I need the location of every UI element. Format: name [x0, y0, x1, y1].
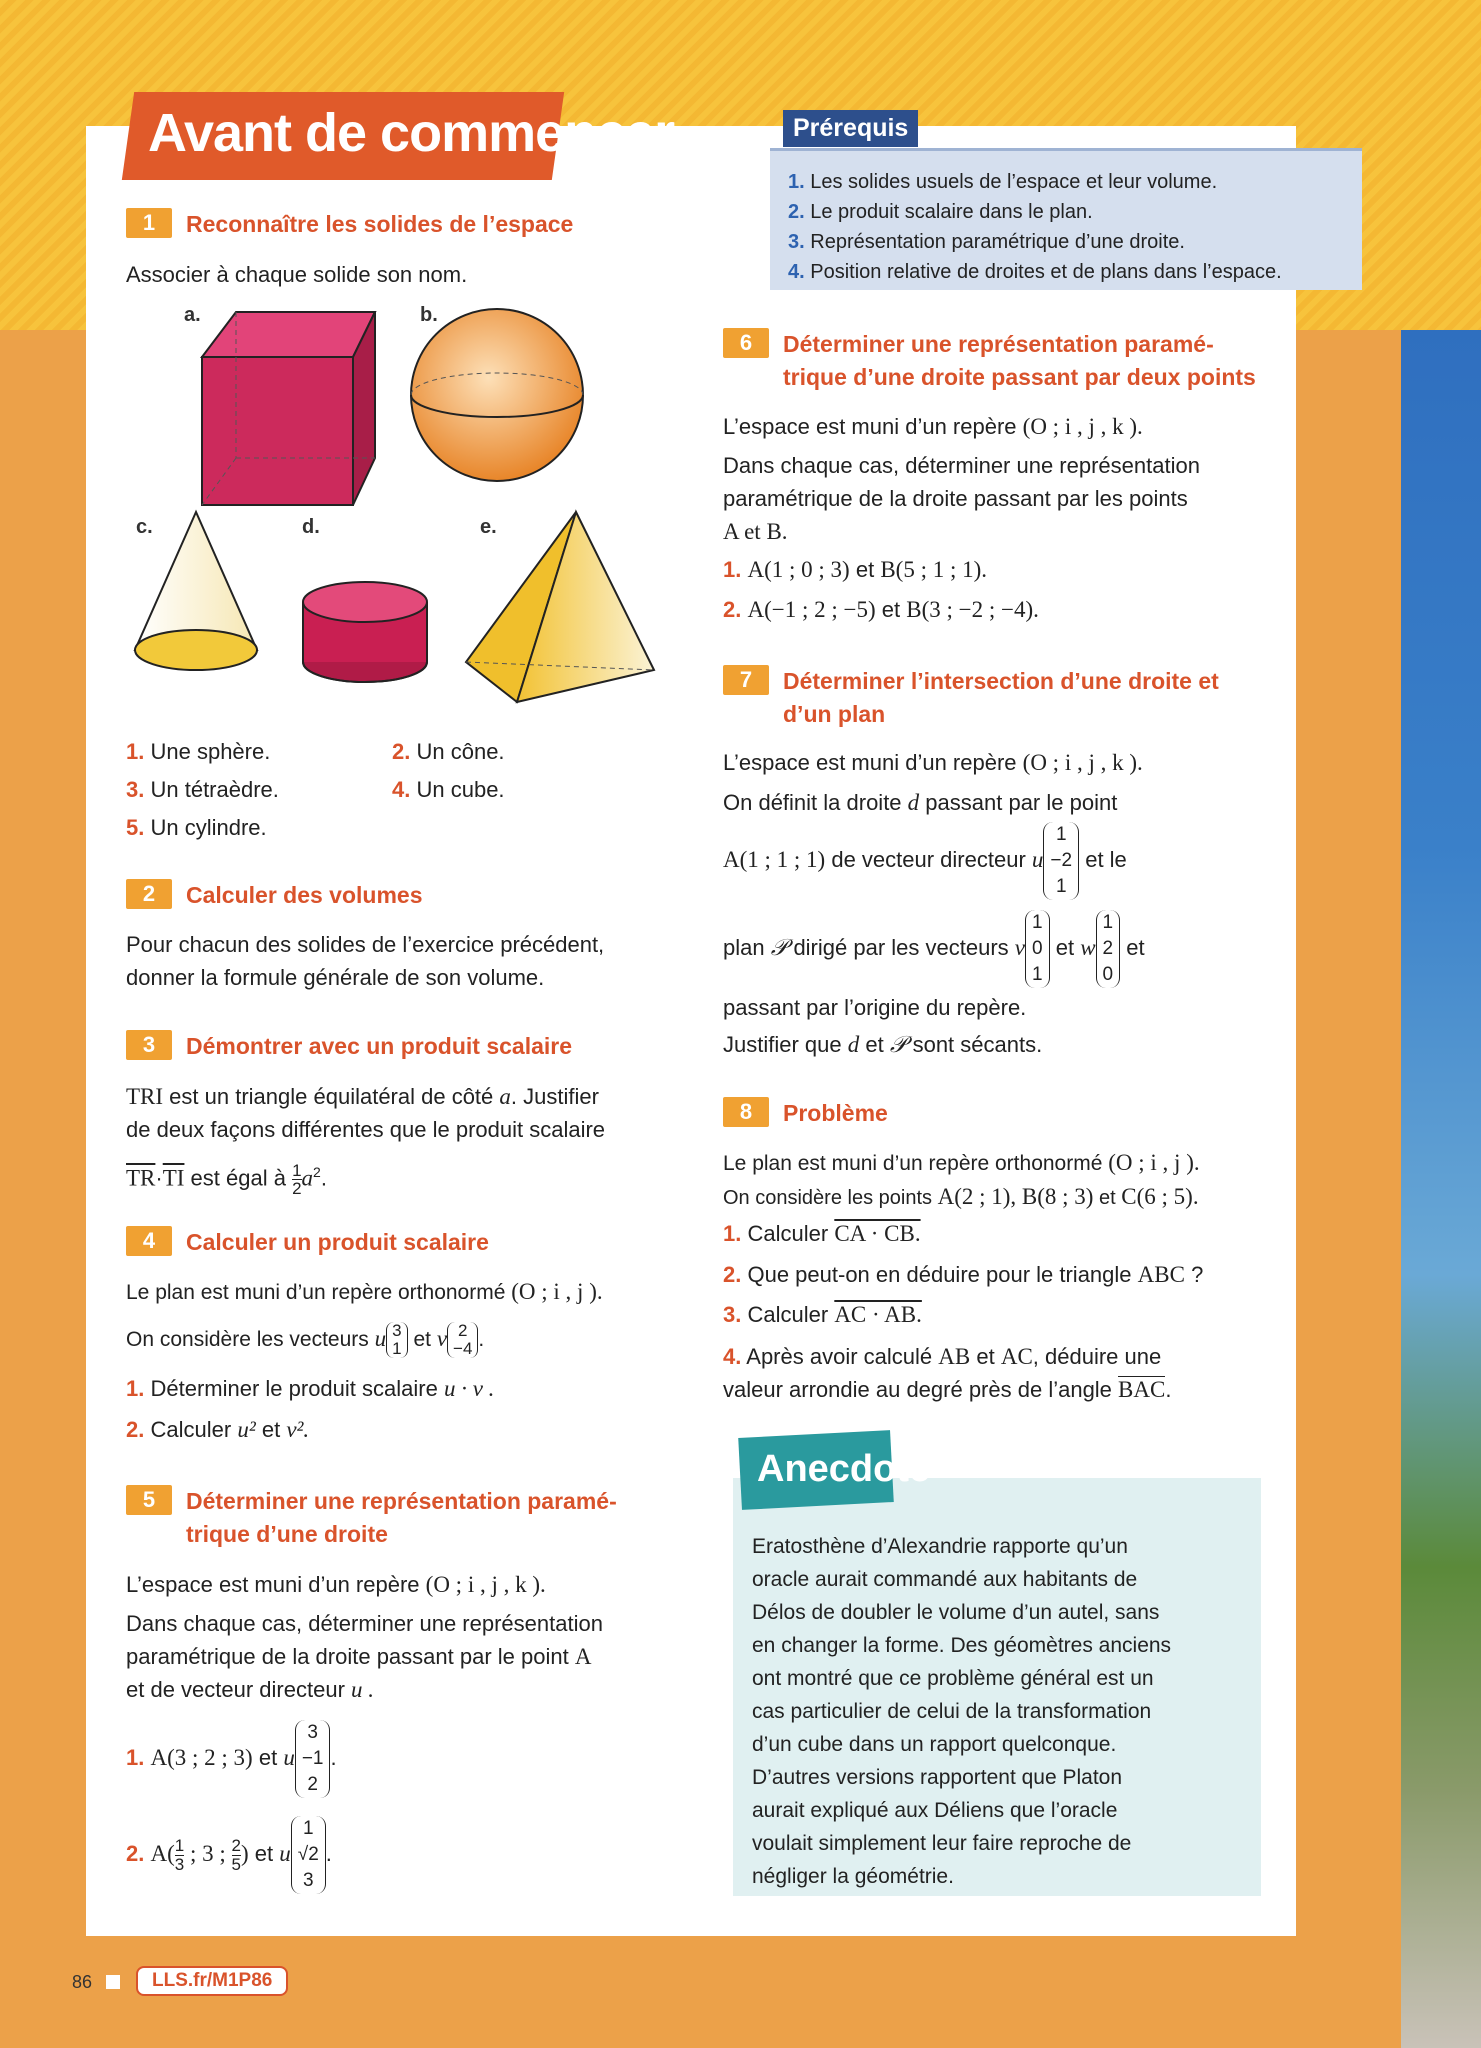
exercise-5-text: paramétrique de la droite passant par le point A [126, 1644, 592, 1669]
exercise-title: Reconnaître les solides de l’espace [186, 211, 574, 237]
resource-link[interactable]: LLS.fr/M1P86 [136, 1966, 288, 1996]
solid-label-b: b. [420, 304, 438, 326]
exercise-number: 6 [723, 328, 769, 358]
solid-label-c: c. [136, 516, 153, 538]
solid-label-a: a. [184, 304, 201, 326]
solid-label-d: d. [302, 516, 320, 538]
exercise-7-heading [723, 665, 1219, 731]
question-item: 2. A(−1 ; 2 ; −5) et B(3 ; −2 ; −4). [723, 597, 1039, 622]
cube-figure [202, 312, 375, 505]
question-item: 2. A( $\frac{1}{3}$ ; 3 ; $\frac{2}{5}$ ) et u 1 √2 3 . [126, 1816, 332, 1894]
exercise-number: 3 [126, 1030, 172, 1060]
prerequisites-box [770, 148, 1362, 290]
anecdote-line: en changer la forme. Des géomètres anciens [752, 1634, 1172, 1657]
exercise-title: Déterminer une représentation paramé- trique d’une droite [186, 1488, 617, 1547]
exercise-title: Déterminer une représentation paramé- trique d’une droite passant par deux points [783, 331, 1256, 390]
exercise-7-text: A(1 ; 1 ; 1) de vecteur directeur u 1 −2 1 et le [723, 822, 1127, 900]
exercise-2-text: Pour chacun des solides de l’exercice précédent, [126, 932, 605, 957]
prerequisites-tag: Prérequis [783, 110, 918, 147]
choice-item: 2. Un cône. [392, 739, 505, 764]
exercise-number: 8 [723, 1097, 769, 1127]
solid-label-e: e. [480, 516, 497, 538]
question-item: 1. Déterminer le produit scalaire u · v . [126, 1376, 495, 1401]
page-number: 86 [72, 1972, 93, 1992]
exercise-5-text: et de vecteur directeur u . [126, 1677, 375, 1702]
anecdote-line: d’un cube dans un rapport quelconque. [752, 1733, 1117, 1756]
exercise-number: 1 [126, 208, 172, 238]
exercise-8-text: On considère les points A(2 ; 1), B(8 ; 3) et C(6 ; 5). [723, 1184, 1199, 1209]
exercise-2-heading [126, 879, 423, 912]
background-photo [1401, 330, 1481, 2048]
sphere-figure [411, 309, 583, 481]
cone-figure [135, 512, 257, 670]
tetrahedron-figure [466, 512, 654, 702]
exercise-title: Calculer un produit scalaire [186, 1229, 489, 1255]
anecdote-line: aurait expliqué aux Déliens que l’oracle [752, 1799, 1118, 1822]
choice-item: 4. Un cube. [392, 777, 505, 802]
question-item: 2. Calculer u² et v². [126, 1417, 310, 1442]
exercise-6-text: paramétrique de la droite passant par les points [723, 486, 1188, 511]
solids-illustration [120, 300, 680, 710]
anecdote-title: Anecdote [757, 1448, 931, 1490]
page-marker [106, 1975, 120, 1989]
anecdote-line: ont montré que ce problème général est un [752, 1667, 1154, 1690]
exercise-6-heading [723, 328, 1256, 394]
prereq-item: 2. Le produit scalaire dans le plan. [788, 201, 1093, 223]
cylinder-figure [303, 582, 427, 682]
anecdote-line: D’autres versions rapportent que Platon [752, 1766, 1123, 1789]
exercise-3-text: TRI est un triangle équilatéral de côté a. Justifier [126, 1084, 599, 1109]
question-item: 4. Après avoir calculé AB et AC, déduire une [723, 1344, 1162, 1369]
anecdote-line: oracle aurait commandé aux habitants de [752, 1568, 1138, 1591]
question-item: 1. Calculer CA · CB. [723, 1221, 921, 1246]
exercise-title: Calculer des volumes [186, 882, 423, 908]
exercise-8-heading [723, 1097, 888, 1130]
anecdote-line: Délos de doubler le volume d’un autel, sans [752, 1601, 1160, 1624]
exercise-number: 4 [126, 1226, 172, 1256]
exercise-title: Problème [783, 1100, 888, 1126]
exercise-title: Déterminer l’intersection d’une droite et d’un plan [783, 668, 1219, 727]
exercise-7-text: L’espace est muni d’un repère (O ; i , j , k ). [723, 750, 1143, 775]
choice-item: 3. Un tétraèdre. [126, 777, 279, 802]
exercise-number: 7 [723, 665, 769, 695]
exercise-8-text: Le plan est muni d’un repère orthonormé (O ; i , j ). [723, 1150, 1200, 1175]
anecdote-line: voulait simplement leur faire reproche de [752, 1832, 1132, 1855]
exercise-7-text: passant par l’origine du repère. [723, 995, 1027, 1020]
prereq-item: 3. Représentation paramétrique d’une droite. [788, 231, 1185, 253]
exercise-2-text: donner la formule générale de son volume. [126, 965, 545, 990]
choice-item: 5. Un cylindre. [126, 815, 267, 840]
exercise-title: Démontrer avec un produit scalaire [186, 1033, 573, 1059]
exercise-4-text: Le plan est muni d’un repère orthonormé (O ; i , j ). [126, 1279, 603, 1304]
exercise-7-text: plan 𝒫 dirigé par les vecteurs v 1 0 1 et w 1 2 0 et [723, 910, 1145, 988]
question-item: 3. Calculer AC · AB. [723, 1302, 922, 1327]
exercise-number: 2 [126, 879, 172, 909]
exercise-4-text: On considère les vecteurs u 3 1 et v 2 −4 . [126, 1321, 485, 1359]
exercise-7-text: On définit la droite d passant par le point [723, 790, 1118, 815]
page-title: Avant de commencer [148, 103, 675, 163]
prereq-item: 1. Les solides usuels de l’espace et leur volume. [788, 171, 1218, 193]
exercise-6-text: L’espace est muni d’un repère (O ; i , j , k ). [723, 414, 1143, 439]
exercise-7-text: Justifier que d et 𝒫 sont sécants. [723, 1032, 1043, 1057]
anecdote-line: cas particulier de celui de la transformation [752, 1700, 1152, 1723]
exercise-1-intro: Associer à chaque solide son nom. [126, 262, 468, 287]
exercise-3-heading [126, 1030, 572, 1063]
question-item: valeur arrondie au degré près de l’angle BAC. [723, 1377, 1172, 1402]
question-item: 1. A(1 ; 0 ; 3) et B(5 ; 1 ; 1). [723, 557, 988, 582]
choice-item: 1. Une sphère. [126, 739, 271, 764]
anecdote-line: négliger la géométrie. [752, 1865, 954, 1888]
prereq-item: 4. Position relative de droites et de plans dans l’espace. [788, 261, 1282, 283]
anecdote-line: Eratosthène d’Alexandrie rapporte qu’un [752, 1535, 1128, 1558]
exercise-5-text: Dans chaque cas, déterminer une représentation [126, 1611, 603, 1636]
exercise-6-text: Dans chaque cas, déterminer une représentation [723, 453, 1200, 478]
exercise-number: 5 [126, 1485, 172, 1515]
exercise-4-heading [126, 1226, 489, 1259]
question-item: 1. A(3 ; 2 ; 3) et u 3 −1 2 . [126, 1720, 337, 1798]
exercise-6-text: A et B. [723, 519, 788, 544]
exercise-3-text: de deux façons différentes que le produit scalaire [126, 1117, 606, 1142]
exercise-3-text: $\overline{TR}\cdot\overline{TI}$ est égal à $\frac{1}{2}$ $a^2$. [126, 1161, 327, 1199]
question-item: 2. Que peut-on en déduire pour le triangle ABC ? [723, 1262, 1204, 1287]
exercise-5-text: L’espace est muni d’un repère (O ; i , j , k ). [126, 1572, 546, 1597]
exercise-5-heading [126, 1485, 617, 1551]
exercise-1-heading [126, 208, 573, 241]
